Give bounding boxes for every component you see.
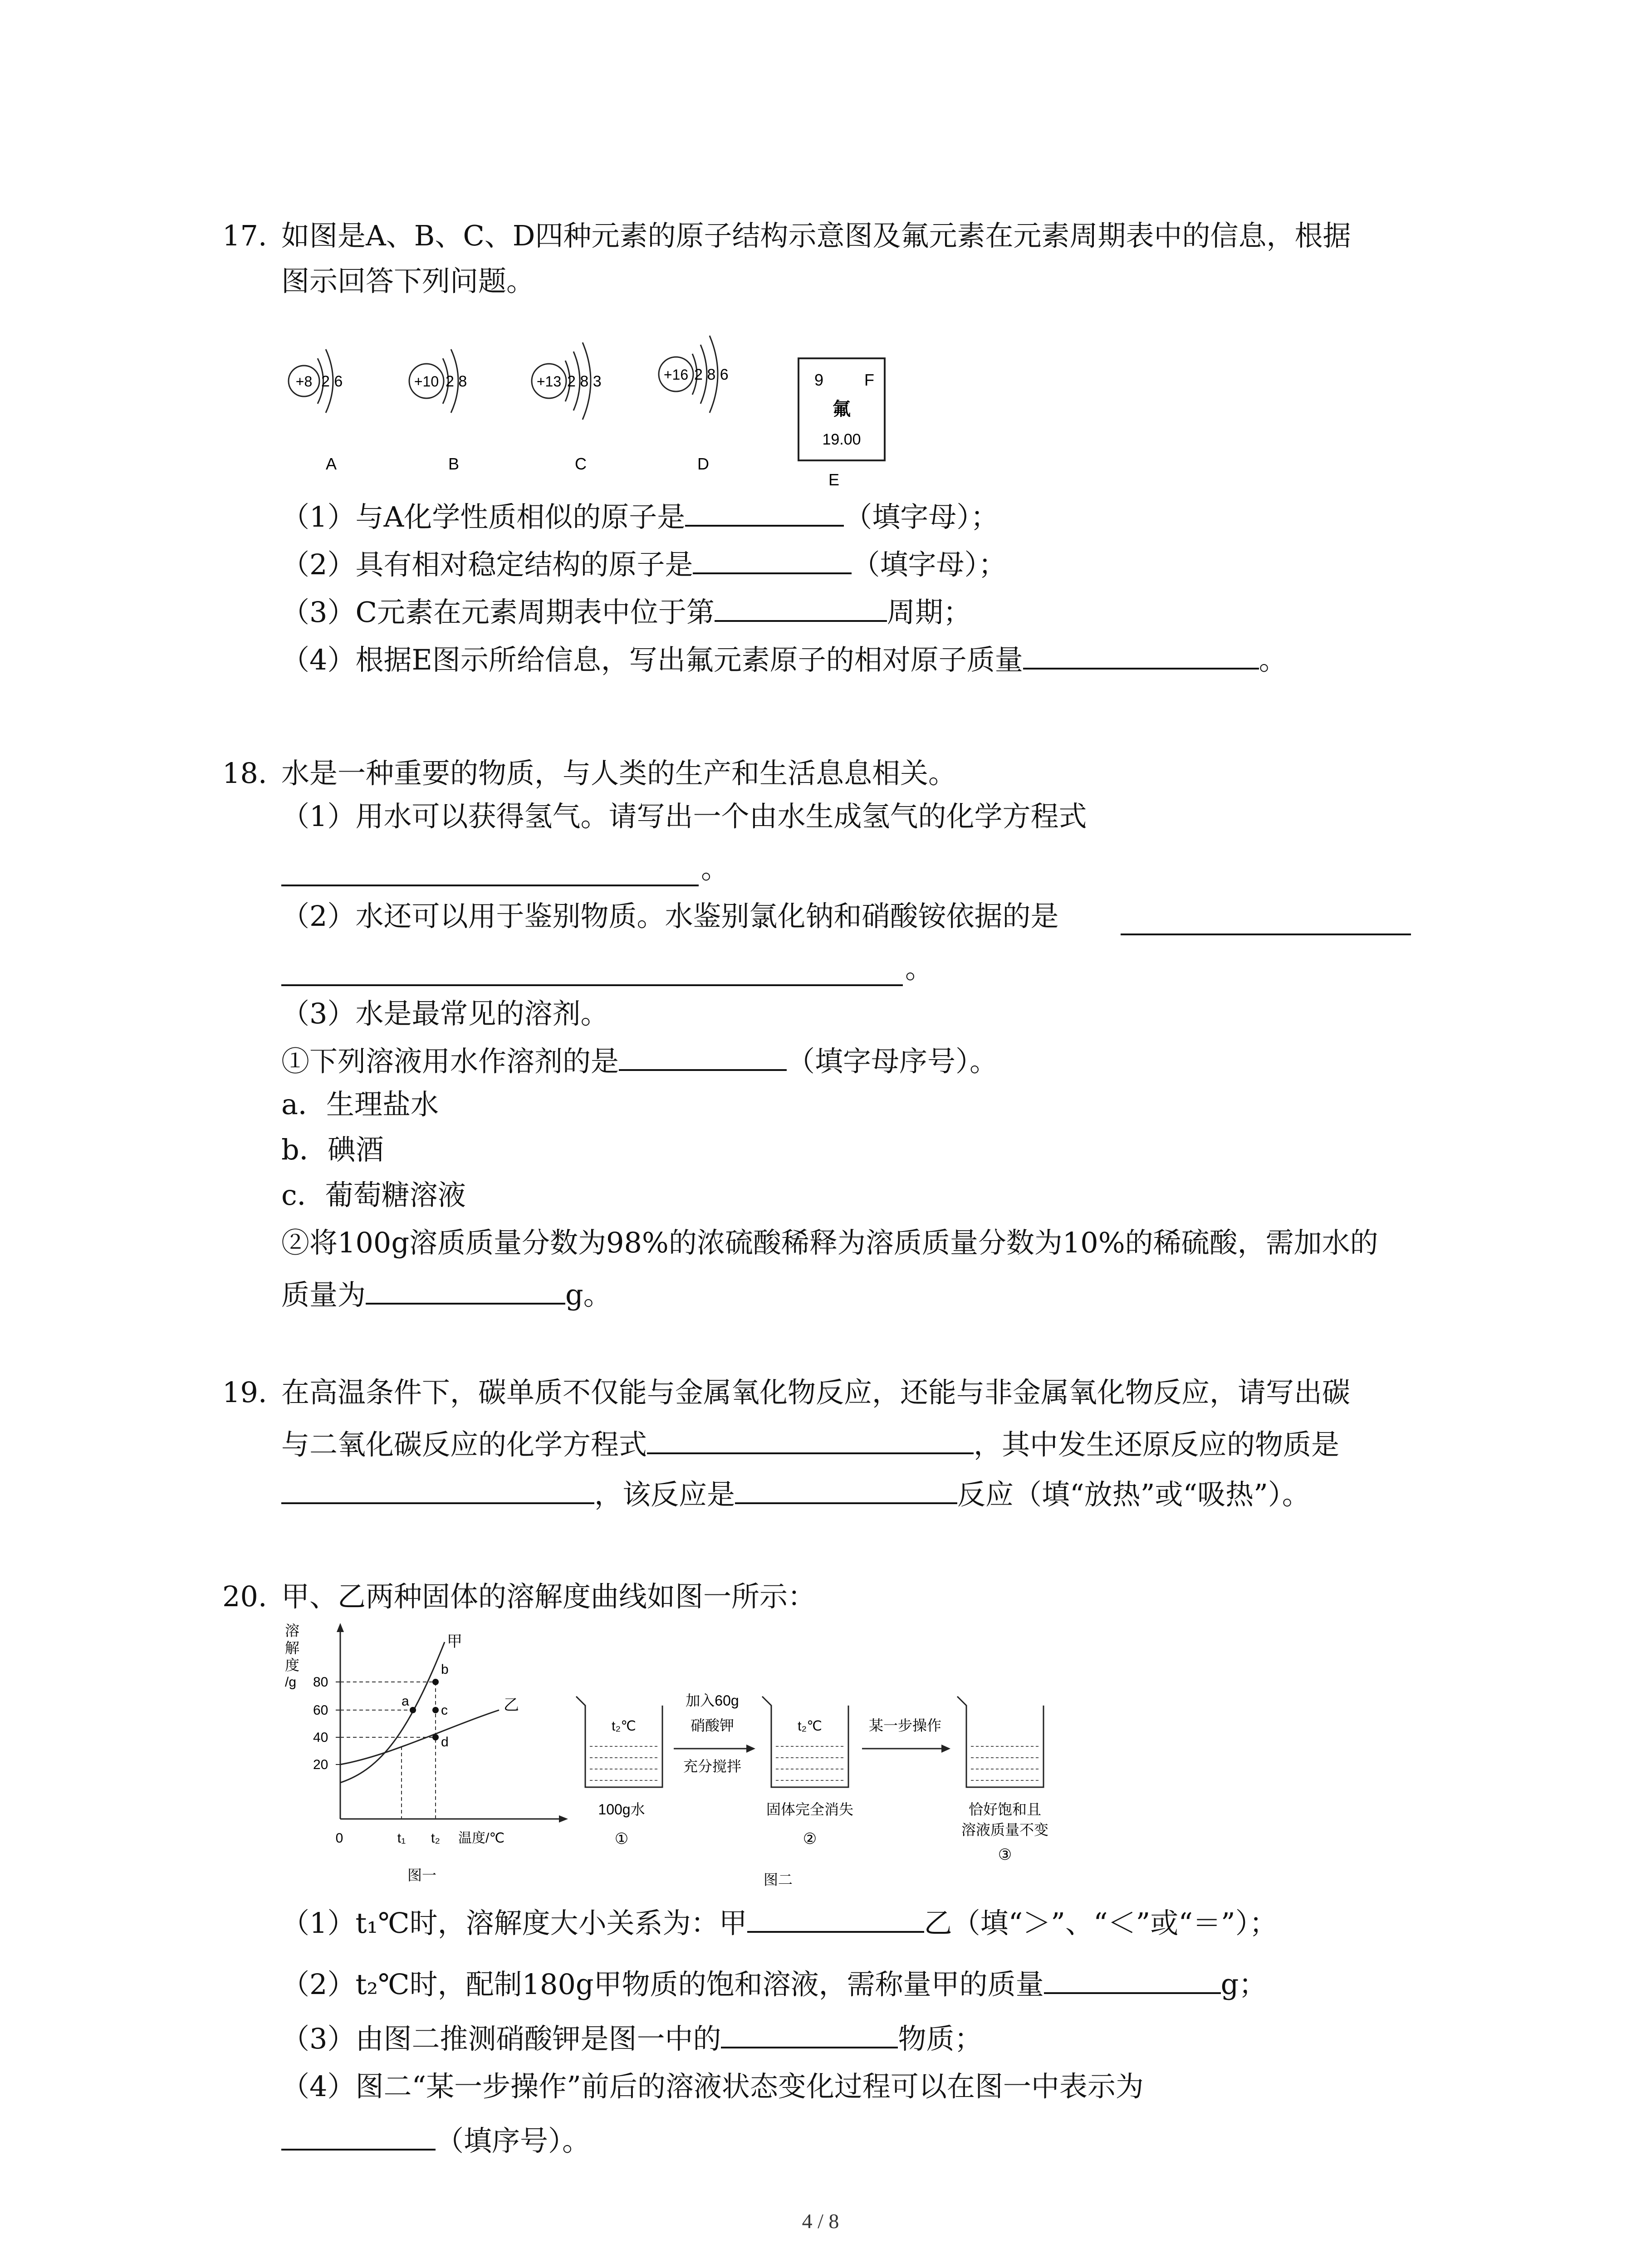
svg-text:恰好饱和且: 恰好饱和且	[968, 1801, 1042, 1818]
question-text: 乙（填“＞”、“＜”或“＝”）；	[924, 1906, 1278, 1940]
answer-blank[interactable]	[685, 497, 844, 527]
y-axis-label	[285, 1623, 299, 1690]
electron-config: 2 8	[446, 373, 467, 390]
svg-text:解: 解	[285, 1640, 300, 1656]
nucleus-charge: +10	[414, 373, 439, 390]
question-text: g。	[565, 1278, 612, 1311]
question-number: 20.	[222, 1580, 267, 1613]
nucleus-charge: +13	[536, 373, 562, 390]
answer-blank[interactable]	[1044, 1964, 1221, 1994]
beaker-1	[576, 1696, 662, 1848]
element-symbol: F	[864, 371, 874, 389]
svg-text:b: b	[441, 1662, 449, 1677]
question-line-2	[281, 1424, 1339, 1463]
page-number: 4 / 8	[802, 2209, 839, 2233]
sub-question-4: （4）图二“某一步操作”前后的溶液状态变化过程可以在图一中表示为	[281, 2070, 1144, 2103]
sub-question-3	[281, 592, 971, 631]
periodic-table-card	[798, 358, 885, 489]
nucleus-charge: +8	[295, 373, 313, 390]
sub-question-2	[281, 1964, 1267, 2003]
svg-text:80: 80	[313, 1675, 328, 1690]
question-text: （2）t₂℃时，配制180g甲物质的饱和溶液，需称量甲的质量	[281, 1968, 1044, 2001]
atom-label: B	[448, 455, 460, 473]
atom-diagram-a	[289, 349, 343, 473]
sub-question-4	[281, 640, 1287, 678]
electron-config: 2 6	[321, 373, 343, 390]
origin-label: 0	[335, 1831, 343, 1846]
question-stem: 甲、乙两种固体的溶解度曲线如图一所示：	[281, 1580, 816, 1613]
question-text: （填字母）；	[844, 500, 999, 533]
figure-caption: 图一	[407, 1867, 437, 1883]
question-text: （4）根据E图示所给信息，写出氟元素原子的相对原子质量	[281, 643, 1023, 676]
answer-blank[interactable]	[693, 544, 852, 574]
question-number: 17.	[222, 219, 267, 252]
x-tick-t1: t₁	[397, 1831, 406, 1846]
answer-blank[interactable]	[281, 1474, 594, 1504]
answer-blank[interactable]	[735, 1474, 957, 1504]
question-text: （3）C元素在元素周期表中位于第	[281, 596, 715, 629]
process-arrow-1	[674, 1692, 755, 1774]
svg-text:度: 度	[285, 1657, 300, 1673]
atomic-mass: 19.00	[822, 431, 861, 448]
answer-blank[interactable]	[281, 2121, 436, 2151]
svg-text:60: 60	[313, 1703, 328, 1718]
answer-blank[interactable]	[366, 1275, 565, 1305]
answer-blank[interactable]	[281, 984, 903, 986]
question-line-3	[281, 1474, 1310, 1513]
x-tick-t2: t₂	[431, 1831, 440, 1846]
figure-caption: 图二	[763, 1872, 793, 1888]
sub-question-4-blank	[281, 2121, 590, 2159]
svg-text:②: ②	[803, 1830, 817, 1848]
atom-label: A	[325, 455, 337, 473]
answer-blank[interactable]	[715, 592, 887, 622]
answer-blank[interactable]	[281, 885, 699, 886]
question-text: （1）与A化学性质相似的原子是	[281, 500, 686, 533]
atom-diagram-b	[409, 349, 467, 473]
electron-config: 2 8 6	[694, 366, 729, 383]
y-axis-arrow	[337, 1623, 344, 1632]
sub-question-3: （3）水是最常见的溶剂。	[281, 997, 609, 1030]
question-text: （1）t₁℃时，溶解度大小关系为：甲	[281, 1906, 747, 1940]
atomic-number: 9	[814, 371, 824, 389]
svg-text:t₂℃: t₂℃	[612, 1719, 636, 1734]
atom-diagram-c	[532, 342, 602, 473]
x-axis-arrow	[559, 1815, 568, 1823]
question-text: （3）由图二推测硝酸钾是图一中的	[281, 2022, 721, 2055]
question-text: ，其中发生还原反应的物质是	[974, 1428, 1340, 1461]
nucleus-charge: +16	[663, 367, 689, 383]
question-text: 周期；	[887, 596, 971, 629]
svg-text:t₂℃: t₂℃	[798, 1719, 822, 1734]
question-text: ①下列溶液用水作溶剂的是	[281, 1045, 619, 1078]
x-axis-label: 温度/℃	[458, 1831, 505, 1846]
question-text: 。	[1259, 643, 1287, 676]
sub-question-3-1	[281, 1041, 998, 1080]
element-name: 氟	[833, 399, 851, 419]
answer-blank[interactable]	[647, 1424, 974, 1454]
question-text: g；	[1220, 1968, 1267, 2001]
electron-config: 2 8 3	[567, 373, 602, 390]
svg-text:硝酸钾: 硝酸钾	[690, 1717, 735, 1734]
svg-text:固体完全消失: 固体完全消失	[766, 1801, 854, 1818]
question-text: （填字母序号）。	[787, 1045, 998, 1078]
question-stem: 如图是A、B、C、D四种元素的原子结构示意图及氟元素在元素周期表中的信息，根据	[281, 219, 1351, 252]
solubility-curve-figure	[272, 1619, 581, 1892]
series-label-jia: 甲	[447, 1633, 462, 1650]
question-text: （填字母）；	[852, 548, 1007, 581]
svg-text:加入60g: 加入60g	[686, 1692, 739, 1709]
question-stem: 水是一种重要的物质，与人类的生产和生活息息相关。	[281, 757, 957, 790]
sub-question-1	[281, 1903, 1278, 1941]
atom-label: C	[575, 455, 587, 473]
svg-text:①: ①	[614, 1830, 629, 1848]
card-label: E	[828, 470, 840, 489]
sub-question-3	[281, 2019, 982, 2057]
answer-blank[interactable]	[1023, 640, 1259, 670]
atom-diagram-d	[659, 336, 729, 473]
question-stem: 图示回答下列问题。	[281, 264, 535, 298]
series-label-yi: 乙	[504, 1696, 519, 1714]
curve-points	[402, 1662, 449, 1750]
svg-text:100g水: 100g水	[598, 1801, 645, 1818]
question-text: ，该反应是	[594, 1478, 735, 1511]
svg-text:a: a	[402, 1694, 409, 1709]
option-b: b．碘酒	[281, 1133, 384, 1166]
atom-structure-figure	[272, 313, 907, 503]
svg-text:溶液质量不变: 溶液质量不变	[961, 1822, 1049, 1838]
dashed-guides	[340, 1682, 436, 1819]
sub-question-1	[281, 497, 999, 535]
question-text: 与二氧化碳反应的化学方程式	[281, 1428, 647, 1461]
svg-text:20: 20	[313, 1757, 328, 1772]
svg-text:/g: /g	[285, 1675, 297, 1690]
question-text: 反应（填“放热”或“吸热”）。	[957, 1478, 1310, 1511]
svg-text:溶: 溶	[285, 1623, 300, 1639]
answer-blank[interactable]	[721, 2019, 898, 2048]
svg-text:某一步操作: 某一步操作	[868, 1717, 942, 1734]
question-number: 18.	[222, 757, 267, 790]
beaker-2	[762, 1696, 853, 1848]
process-arrow-2	[862, 1717, 950, 1753]
atom-label: D	[697, 455, 709, 473]
question-text: 物质；	[898, 2022, 983, 2055]
end-mark: 。	[701, 852, 730, 885]
svg-text:40: 40	[313, 1730, 328, 1745]
answer-blank[interactable]	[747, 1903, 924, 1933]
question-stem: 在高温条件下，碳单质不仅能与金属氧化物反应，还能与非金属氧化物反应，请写出碳	[281, 1376, 1351, 1409]
svg-text:③: ③	[998, 1846, 1012, 1863]
end-mark: 。	[905, 952, 934, 985]
y-ticks	[313, 1675, 340, 1772]
svg-text:d: d	[441, 1735, 449, 1750]
option-c: c．葡萄糖溶液	[281, 1178, 466, 1212]
sub-question-2: （2）水还可以用于鉴别物质。水鉴别氯化钠和硝酸铵依据的是	[281, 899, 1059, 933]
sub-question-3-2: ②将100g溶质质量分数为98%的浓硫酸稀释为溶质质量分数为10%的稀硫酸，需加水的	[281, 1226, 1378, 1259]
svg-text:充分搅拌: 充分搅拌	[683, 1758, 742, 1774]
answer-blank[interactable]	[1121, 934, 1411, 935]
sub-question-2	[281, 544, 1006, 583]
svg-text:c: c	[441, 1703, 448, 1718]
beaker-3	[957, 1696, 1048, 1863]
answer-blank[interactable]	[619, 1041, 787, 1071]
beaker-process-figure	[572, 1678, 1116, 1896]
sub-question-1: （1）用水可以获得氢气。请写出一个由水生成氢气的化学方程式	[281, 800, 1087, 833]
option-a: a．生理盐水	[281, 1088, 439, 1121]
question-text: （填序号）。	[436, 2124, 591, 2157]
question-text: （2）具有相对稳定结构的原子是	[281, 548, 693, 581]
sub-question-3-2-blank	[281, 1275, 612, 1313]
question-text: 质量为	[281, 1278, 366, 1311]
question-number: 19.	[222, 1376, 267, 1409]
